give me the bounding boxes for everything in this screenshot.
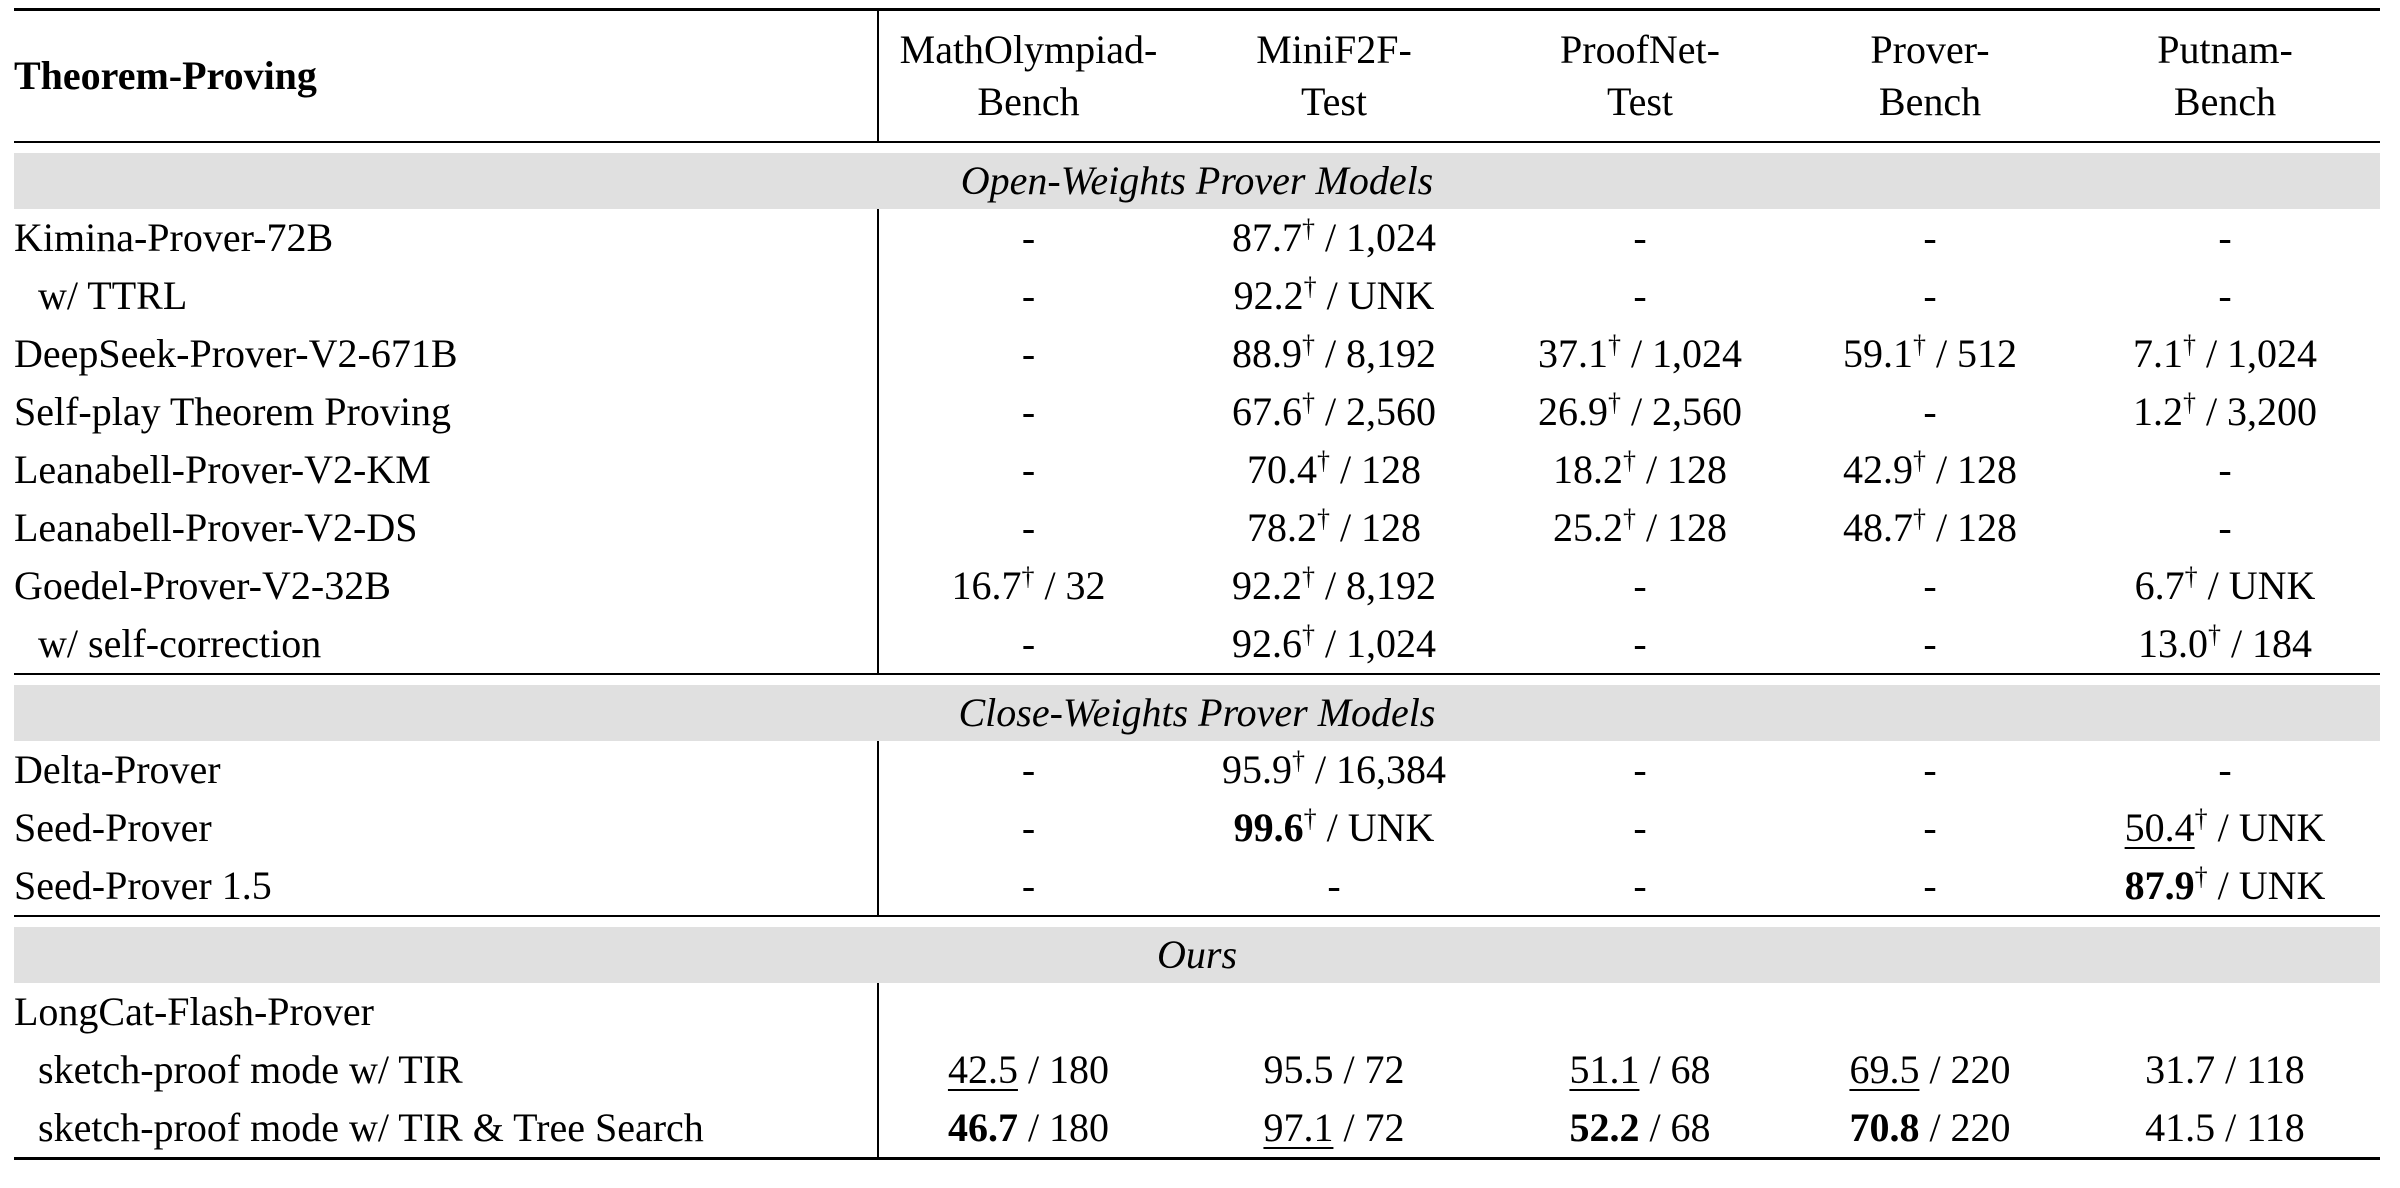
score-cell	[1490, 209, 1790, 267]
score-cell	[1790, 615, 2070, 674]
score-value: 92.6	[1231, 621, 1302, 666]
score-value: -	[2218, 215, 2232, 260]
score-cell	[1178, 615, 1490, 674]
sample-budget: / 1,024	[1620, 331, 1743, 376]
score-cell	[1178, 741, 1490, 799]
score-value: 95.9	[1221, 747, 1292, 792]
score-value: -	[1923, 863, 1937, 908]
score-cell	[1178, 799, 1490, 857]
score-value: -	[1923, 747, 1937, 792]
table-row	[14, 557, 2380, 615]
spacer-row	[14, 916, 2380, 927]
score-value: 92.2	[1231, 563, 1302, 608]
score-value: -	[2218, 747, 2232, 792]
score-value: 78.2	[1246, 505, 1317, 550]
sample-budget: / 68	[1639, 1105, 1711, 1150]
sample-budget: / 180	[1017, 1105, 1110, 1150]
score-value: 6.7	[2134, 563, 2185, 608]
score-value: 95.5	[1263, 1047, 1334, 1092]
score-value: -	[1633, 863, 1647, 908]
sample-budget: / 32	[1034, 563, 1106, 608]
header-row	[14, 10, 2380, 143]
score-cell	[1790, 1099, 2070, 1159]
column-header-putnambench: Putnam- Bench	[2070, 10, 2380, 143]
score-value: 70.8	[1849, 1105, 1920, 1150]
sample-budget: / 220	[1919, 1105, 2011, 1150]
score-value: 18.2	[1552, 447, 1623, 492]
score-cell	[1490, 557, 1790, 615]
dagger-mark: †	[1316, 446, 1330, 475]
sample-budget: / 180	[1017, 1047, 1110, 1092]
dagger-mark: †	[1301, 562, 1315, 591]
dagger-mark: †	[1301, 620, 1315, 649]
column-header-minif2f: MiniF2F- Test	[1178, 10, 1490, 143]
table-row	[14, 741, 2380, 799]
score-cell	[878, 441, 1178, 499]
dagger-mark: †	[1301, 214, 1315, 243]
model-name-cell: DeepSeek-Prover-V2-671B	[14, 325, 878, 383]
score-cell	[1178, 441, 1490, 499]
score-value: 99.6	[1233, 805, 1304, 850]
score-cell	[1490, 383, 1790, 441]
score-cell	[1178, 325, 1490, 383]
score-cell	[1178, 1041, 1490, 1099]
score-value: -	[1021, 747, 1036, 792]
score-value: -	[1633, 805, 1647, 850]
column-header-proofnet: ProofNet- Test	[1490, 10, 1790, 143]
score-value: -	[1633, 621, 1647, 666]
theorem-proving-results-table	[14, 8, 2380, 1160]
column-header-proverbench: Prover- Bench	[1790, 10, 2070, 143]
sample-budget: / 1,024	[2195, 331, 2318, 376]
sample-budget: / 16,384	[1304, 747, 1447, 792]
score-cell	[878, 209, 1178, 267]
dagger-mark: †	[2194, 862, 2208, 891]
section-header-row	[14, 685, 2380, 741]
score-value: 50.4	[2124, 805, 2195, 850]
score-value: 69.5	[1849, 1047, 1920, 1092]
section-title: Open-Weights Prover Models	[14, 153, 2380, 209]
section-title: Close-Weights Prover Models	[14, 685, 2380, 741]
score-cell	[1790, 557, 2070, 615]
score-cell	[1790, 209, 2070, 267]
score-value: 88.9	[1231, 331, 1302, 376]
score-value: 92.2	[1233, 273, 1304, 318]
score-cell	[1790, 267, 2070, 325]
score-value: -	[1021, 273, 1036, 318]
table-row	[14, 499, 2380, 557]
table-row	[14, 799, 2380, 857]
score-value: 42.9	[1842, 447, 1913, 492]
score-cell	[1490, 857, 1790, 916]
score-value: 52.2	[1569, 1105, 1640, 1150]
table-body	[14, 142, 2380, 1159]
score-cell	[2070, 325, 2380, 383]
score-value: -	[1923, 563, 1937, 608]
sample-budget: / 184	[2220, 621, 2313, 666]
score-value: 48.7	[1842, 505, 1913, 550]
model-name-cell: w/ TTRL	[14, 267, 878, 325]
model-name-cell: sketch-proof mode w/ TIR	[14, 1041, 878, 1099]
score-value: -	[1021, 621, 1036, 666]
score-value: -	[1923, 273, 1937, 318]
score-cell	[2070, 383, 2380, 441]
score-value: -	[1923, 215, 1937, 260]
score-cell	[2070, 1099, 2380, 1159]
score-cell	[878, 741, 1178, 799]
score-cell	[2070, 615, 2380, 674]
score-cell	[878, 983, 1178, 1041]
sample-budget: / 128	[1925, 447, 2018, 492]
table-row	[14, 209, 2380, 267]
dagger-mark: †	[1301, 330, 1315, 359]
score-value: 41.5	[2145, 1105, 2216, 1150]
score-value: 87.9	[2124, 863, 2195, 908]
score-value: -	[1923, 389, 1937, 434]
score-cell	[1178, 1099, 1490, 1159]
model-name-cell: Seed-Prover 1.5	[14, 857, 878, 916]
sample-budget: / 512	[1925, 331, 2018, 376]
score-cell	[878, 615, 1178, 674]
sample-budget: / 2,560	[1620, 389, 1743, 434]
table-row	[14, 325, 2380, 383]
score-cell	[1178, 383, 1490, 441]
score-value: 46.7	[947, 1105, 1018, 1150]
score-cell	[1178, 267, 1490, 325]
model-name-cell: Kimina-Prover-72B	[14, 209, 878, 267]
table-row	[14, 615, 2380, 674]
score-cell	[878, 325, 1178, 383]
score-value: 31.7	[2145, 1047, 2216, 1092]
score-value: 67.6	[1231, 389, 1302, 434]
dagger-mark: †	[1303, 804, 1317, 833]
score-cell	[878, 557, 1178, 615]
score-cell	[1178, 499, 1490, 557]
sample-budget: / 68	[1639, 1047, 1711, 1092]
table-row	[14, 383, 2380, 441]
section-header-row	[14, 927, 2380, 983]
score-value: 26.9	[1537, 389, 1608, 434]
score-cell	[2070, 499, 2380, 557]
dagger-mark: †	[1622, 504, 1636, 533]
score-cell	[1490, 983, 1790, 1041]
dagger-mark: †	[1622, 446, 1636, 475]
score-cell	[1490, 1041, 1790, 1099]
model-name-cell: sketch-proof mode w/ TIR & Tree Search	[14, 1099, 878, 1159]
score-cell	[1490, 741, 1790, 799]
score-value: -	[1923, 621, 1937, 666]
dagger-mark: †	[1607, 388, 1621, 417]
dagger-mark: †	[1912, 446, 1926, 475]
score-cell	[1178, 209, 1490, 267]
score-cell	[1790, 499, 2070, 557]
dagger-mark: †	[2182, 330, 2196, 359]
score-cell	[878, 799, 1178, 857]
spacer-row	[14, 142, 2380, 153]
score-cell	[1490, 1099, 1790, 1159]
score-value: -	[1633, 747, 1647, 792]
dagger-mark: †	[2194, 804, 2208, 833]
score-value: 16.7	[951, 563, 1022, 608]
score-cell	[1490, 615, 1790, 674]
sample-budget: / 118	[2215, 1105, 2305, 1150]
sample-budget: / 72	[1333, 1047, 1405, 1092]
score-cell	[1490, 267, 1790, 325]
score-cell	[1790, 741, 2070, 799]
score-value: 7.1	[2132, 331, 2183, 376]
model-name-cell: Self-play Theorem Proving	[14, 383, 878, 441]
score-value: 59.1	[1842, 331, 1913, 376]
sample-budget: / UNK	[2207, 805, 2326, 850]
score-value: -	[1021, 215, 1036, 260]
score-value: -	[1923, 805, 1937, 850]
score-value: 1.2	[2132, 389, 2183, 434]
score-value: -	[1633, 215, 1647, 260]
dagger-mark: †	[1912, 504, 1926, 533]
score-value: -	[1021, 505, 1036, 550]
model-name-cell: w/ self-correction	[14, 615, 878, 674]
score-value: -	[1327, 863, 1341, 908]
sample-budget: / 128	[1635, 447, 1728, 492]
model-name-cell: Delta-Prover	[14, 741, 878, 799]
score-cell	[1790, 983, 2070, 1041]
score-cell	[878, 1041, 1178, 1099]
score-cell	[1490, 325, 1790, 383]
score-cell	[2070, 799, 2380, 857]
table-row	[14, 267, 2380, 325]
score-cell	[878, 1099, 1178, 1159]
column-header-matholympiad: MathOlympiad- Bench	[878, 10, 1178, 143]
score-cell	[1178, 983, 1490, 1041]
score-cell	[1490, 799, 1790, 857]
score-value: -	[2218, 273, 2232, 318]
dagger-mark: †	[1291, 746, 1305, 775]
sample-budget: / 128	[1329, 505, 1422, 550]
score-cell	[1790, 383, 2070, 441]
model-name-cell: Leanabell-Prover-V2-DS	[14, 499, 878, 557]
score-cell	[878, 267, 1178, 325]
table-row	[14, 441, 2380, 499]
score-cell	[1178, 857, 1490, 916]
dagger-mark: †	[1316, 504, 1330, 533]
score-cell	[878, 857, 1178, 916]
score-value: 87.7	[1231, 215, 1302, 260]
table-row	[14, 983, 2380, 1041]
score-cell	[1790, 799, 2070, 857]
score-value: 70.4	[1246, 447, 1317, 492]
score-cell	[1790, 441, 2070, 499]
dagger-mark: †	[1303, 272, 1317, 301]
score-cell	[2070, 209, 2380, 267]
sample-budget: / 72	[1333, 1105, 1405, 1150]
score-cell	[1490, 441, 1790, 499]
dagger-mark: †	[2184, 562, 2198, 591]
score-value: 51.1	[1569, 1047, 1640, 1092]
sample-budget: / UNK	[2207, 863, 2326, 908]
table-row	[14, 1099, 2380, 1159]
results-table-container	[14, 8, 2380, 1160]
model-name-cell: Goedel-Prover-V2-32B	[14, 557, 878, 615]
sample-budget: / UNK	[1316, 805, 1435, 850]
score-value: -	[1021, 805, 1036, 850]
score-cell	[1790, 1041, 2070, 1099]
sample-budget: / 8,192	[1314, 563, 1437, 608]
spacer-row	[14, 674, 2380, 685]
sample-budget: / UNK	[2197, 563, 2316, 608]
score-value: 42.5	[947, 1047, 1018, 1092]
table-row	[14, 1041, 2380, 1099]
score-cell	[2070, 441, 2380, 499]
score-cell	[1178, 557, 1490, 615]
sample-budget: / 1,024	[1314, 621, 1437, 666]
sample-budget: / UNK	[1316, 273, 1435, 318]
score-cell	[2070, 267, 2380, 325]
score-cell	[2070, 557, 2380, 615]
score-value: 97.1	[1263, 1105, 1334, 1150]
score-value: 13.0	[2137, 621, 2208, 666]
score-value: -	[1633, 273, 1647, 318]
score-cell	[1790, 857, 2070, 916]
score-value: -	[1021, 863, 1036, 908]
model-name-cell: Leanabell-Prover-V2-KM	[14, 441, 878, 499]
score-value: -	[1021, 331, 1036, 376]
score-cell	[1790, 325, 2070, 383]
dagger-mark: †	[1301, 388, 1315, 417]
table-row	[14, 857, 2380, 916]
sample-budget: / 220	[1919, 1047, 2011, 1092]
dagger-mark: †	[2207, 620, 2221, 649]
model-name-cell: LongCat-Flash-Prover	[14, 983, 878, 1041]
score-cell	[2070, 1041, 2380, 1099]
dagger-mark: †	[1912, 330, 1926, 359]
score-value: 37.1	[1537, 331, 1608, 376]
dagger-mark: †	[1607, 330, 1621, 359]
score-value: -	[1633, 563, 1647, 608]
sample-budget: / 128	[1329, 447, 1422, 492]
sample-budget: / 8,192	[1314, 331, 1437, 376]
dagger-mark: †	[1021, 562, 1035, 591]
section-title: Ours	[14, 927, 2380, 983]
sample-budget: / 128	[1635, 505, 1728, 550]
score-cell	[878, 499, 1178, 557]
sample-budget: / 118	[2215, 1047, 2305, 1092]
score-value: -	[1021, 447, 1036, 492]
score-cell	[1490, 499, 1790, 557]
model-name-cell: Seed-Prover	[14, 799, 878, 857]
score-cell	[878, 383, 1178, 441]
section-header-row	[14, 153, 2380, 209]
score-value: -	[2218, 505, 2232, 550]
dagger-mark: †	[2182, 388, 2196, 417]
score-cell	[2070, 741, 2380, 799]
sample-budget: / 2,560	[1314, 389, 1437, 434]
sample-budget: / 3,200	[2195, 389, 2318, 434]
sample-budget: / 128	[1925, 505, 2018, 550]
score-cell	[2070, 857, 2380, 916]
score-cell	[2070, 983, 2380, 1041]
corner-label: Theorem-Proving	[14, 10, 878, 143]
score-value: -	[1021, 389, 1036, 434]
score-value: 25.2	[1552, 505, 1623, 550]
score-value: -	[2218, 447, 2232, 492]
sample-budget: / 1,024	[1314, 215, 1437, 260]
